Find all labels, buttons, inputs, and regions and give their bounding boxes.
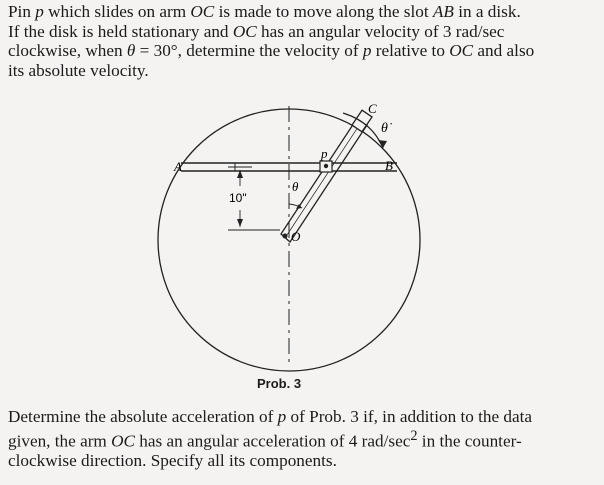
problem-text-1c: is made to move along the slot: [214, 2, 433, 21]
theta-arrowhead: [296, 204, 302, 209]
exponent: 2: [410, 427, 418, 444]
pin-symbol: p: [35, 2, 44, 21]
label-a: A: [174, 159, 182, 174]
pin-symbol-3: p: [277, 407, 287, 426]
arm-symbol-4: OC: [111, 431, 135, 451]
pin-symbol-2: p: [362, 41, 372, 60]
rotation-arrowhead: [378, 140, 387, 148]
arm-symbol-3: OC: [449, 41, 474, 60]
slot-symbol: AB: [432, 2, 454, 21]
problem-text-1b: which slides on arm: [43, 2, 191, 21]
problem-text-1d: in a disk.: [453, 2, 521, 21]
dimension-label: 10": [229, 191, 247, 205]
label-theta: θ: [292, 179, 299, 194]
label-b: B: [385, 158, 393, 173]
problem-text-2b: has an angular velocity of 3 rad/sec: [256, 21, 505, 41]
problem-text-3a: clockwise, when: [8, 41, 127, 60]
followup-text-2a: given, the arm: [8, 431, 112, 451]
label-theta-dot: θ̇: [381, 121, 388, 136]
pivot-o: [283, 234, 288, 239]
problem-text-3b: = 30°, determine the velocity of: [135, 41, 363, 60]
followup-text-2b: has an angular acceleration of 4 rad/sec: [134, 431, 411, 451]
arm-symbol-2: OC: [232, 21, 257, 41]
figure-caption: Prob. 3: [257, 376, 302, 391]
pin-p: [320, 161, 332, 172]
arm-symbol: OC: [190, 2, 215, 21]
followup-text-2c: in the counter-: [417, 431, 522, 451]
followup-text-1b: of Prob. 3 if, in addition to the data: [286, 407, 533, 426]
problem-text-3c: relative to: [371, 41, 450, 60]
label-o: O: [291, 229, 301, 244]
problem-text-4: its absolute velocity.: [8, 60, 149, 80]
problem-text-1a: Pin: [8, 2, 36, 21]
followup-text-1a: Determine the absolute acceleration of: [8, 407, 278, 426]
followup-text-3: clockwise direction. Specify all its components.: [8, 450, 337, 470]
problem-text-3d: and also: [473, 41, 535, 60]
label-p: p: [321, 146, 328, 161]
theta-symbol: θ: [126, 41, 136, 60]
problem-text-2a: If the disk is held stationary and: [8, 21, 233, 41]
followup-statement: [8, 407, 600, 470]
label-c: C: [368, 101, 377, 116]
